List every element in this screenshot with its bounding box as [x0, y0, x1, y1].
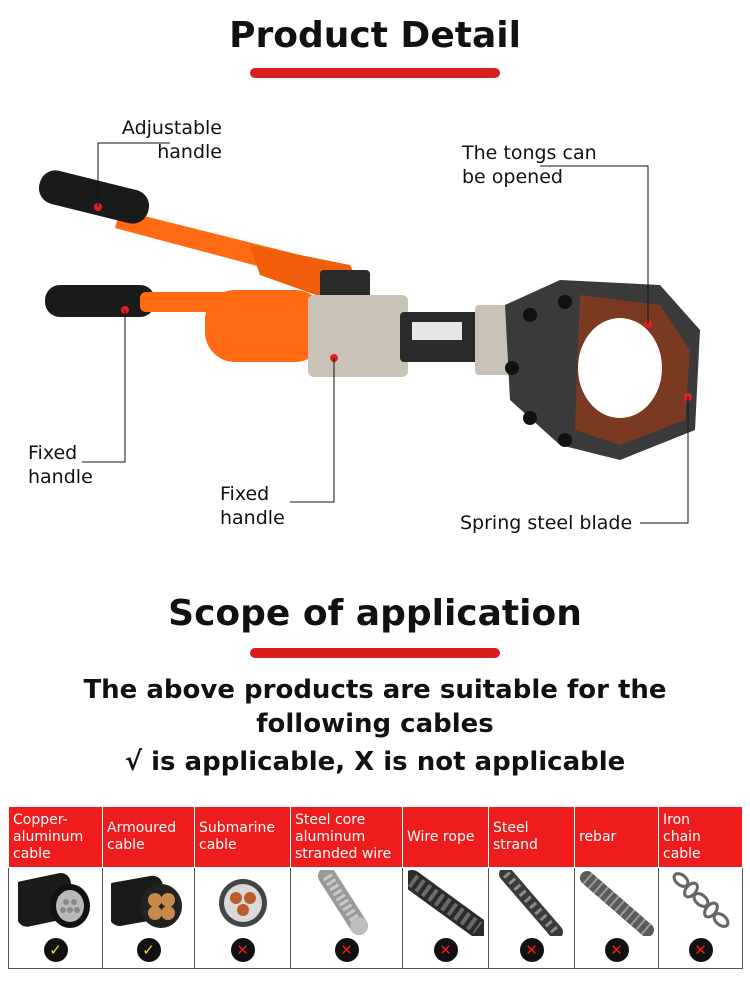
steel-core-wire-icon [309, 870, 385, 936]
scope-line-1: The above products are suitable for the [83, 675, 667, 705]
header-cell: Iron chain cable [659, 807, 743, 868]
callout-adjustable-handle: Adjustable handle [121, 117, 222, 163]
rebar-icon [579, 870, 655, 936]
armoured-cable-icon [111, 870, 187, 936]
header-cell: Steel core aluminum stranded wire [291, 807, 403, 868]
cross-icon: ✕ [605, 938, 629, 962]
cross-icon: ✕ [434, 938, 458, 962]
scope-line-2: following cables [256, 709, 494, 739]
title-underline [250, 68, 500, 78]
cross-icon: ✕ [231, 938, 255, 962]
cable-applicability-table [8, 806, 743, 969]
wire-rope-icon [408, 870, 484, 936]
steel-strand-icon [494, 870, 570, 936]
cable-cell [9, 868, 103, 969]
cross-icon: ✕ [520, 938, 544, 962]
callout-spring-blade: Spring steel blade [460, 512, 633, 534]
cable-cell [489, 868, 575, 969]
submarine-cable-icon [205, 870, 281, 936]
product-detail-title: Product Detail [229, 15, 521, 56]
table-header-row [9, 807, 743, 868]
header-cell: Wire rope [403, 807, 489, 868]
cable-cell [103, 868, 195, 969]
cable-cell [575, 868, 659, 969]
header-cell: Steel strand [489, 807, 575, 868]
cable-cell [291, 868, 403, 969]
header-cell: Submarine cable [195, 807, 291, 868]
callout-fixed-handle-mid: Fixed handle [220, 483, 285, 529]
check-icon: ✓ [137, 938, 161, 962]
cable-cell [659, 868, 743, 969]
scope-line-3: √ is applicable, X is not applicable [124, 747, 626, 777]
callout-fixed-handle-left: Fixed handle [28, 442, 93, 488]
cable-cell [195, 868, 291, 969]
copper-aluminum-cable-icon [18, 870, 94, 936]
header-cell: Copper- aluminum cable [9, 807, 103, 868]
header-cell: rebar [575, 807, 659, 868]
scope-underline [250, 648, 500, 658]
cross-icon: ✕ [689, 938, 713, 962]
table-row [9, 868, 743, 969]
iron-chain-icon [663, 870, 739, 936]
scope-title: Scope of application [168, 593, 582, 634]
check-icon: ✓ [44, 938, 68, 962]
hydraulic-cable-cutter-image [20, 100, 740, 550]
cable-cell [403, 868, 489, 969]
callout-tongs-opened: The tongs can be opened [462, 142, 597, 188]
header-cell: Armoured cable [103, 807, 195, 868]
cross-icon: ✕ [335, 938, 359, 962]
